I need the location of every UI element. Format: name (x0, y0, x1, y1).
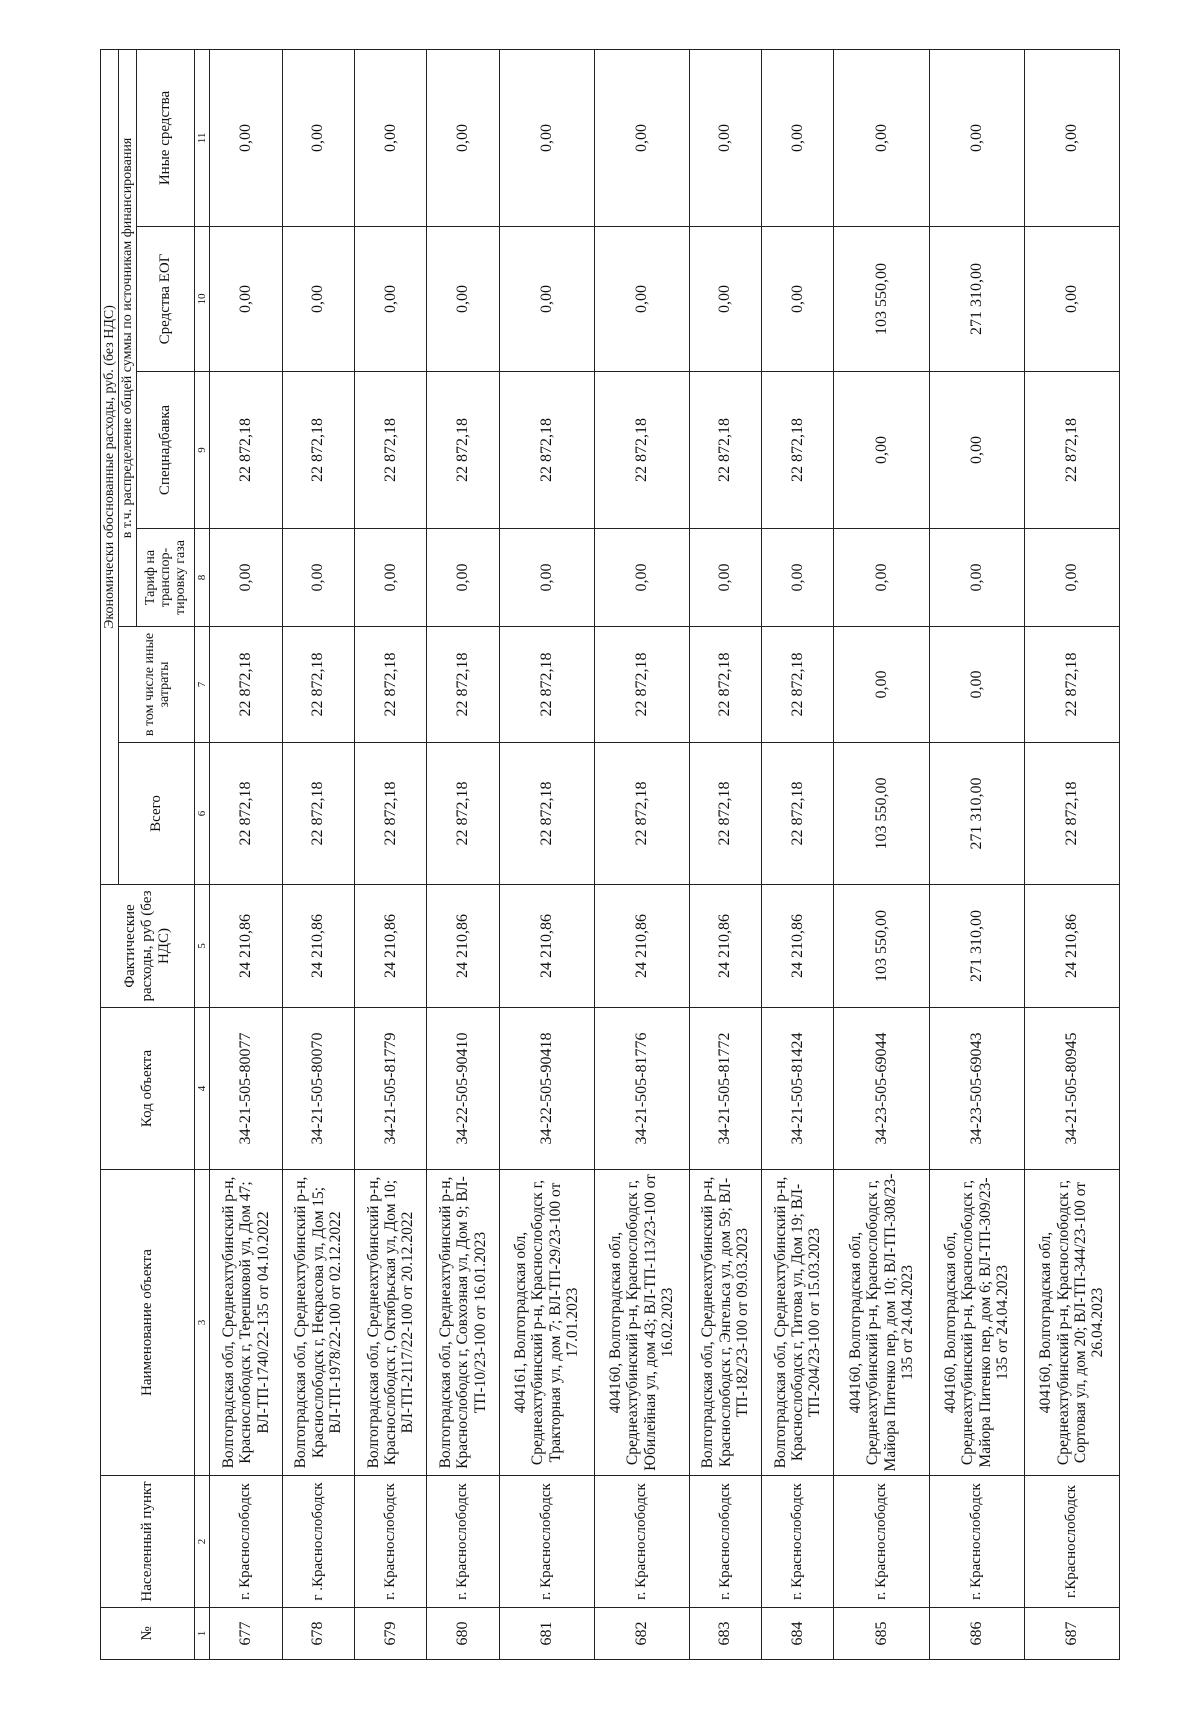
header-object-code: Код объекта (101, 1008, 195, 1170)
row-other-costs: 22 872,18 (354, 627, 426, 743)
row-object-code: 34-23-505-69043 (929, 1008, 1024, 1170)
row-actual-costs: 24 210,86 (427, 885, 499, 1008)
column-index-row (195, 49, 210, 1659)
row-object-name: Волгоградская обл, Среднеахтубинский р-н, Краснослободск г, Октябрьская ул, Дом 10; ВЛ-ТП-2117/22-100 от 20.12.2022 (354, 1170, 426, 1476)
cost-table-sheet (100, 50, 1120, 1660)
row-tariff: 0,00 (594, 529, 689, 627)
row-surcharge: 22 872,18 (594, 372, 689, 529)
column-index: 9 (195, 372, 210, 529)
row-actual-costs: 24 210,86 (210, 885, 282, 1008)
header-actual-costs: Фактические расходы, руб (без НДС) (101, 885, 195, 1008)
row-total: 22 872,18 (354, 743, 426, 885)
row-actual-costs: 24 210,86 (762, 885, 834, 1008)
row-eog: 0,00 (762, 227, 834, 372)
row-total: 22 872,18 (427, 743, 499, 885)
column-index: 2 (195, 1476, 210, 1608)
row-actual-costs: 24 210,86 (499, 885, 594, 1008)
table-row (282, 49, 354, 1659)
row-surcharge: 22 872,18 (210, 372, 282, 529)
row-tariff: 0,00 (834, 529, 929, 627)
table-row (427, 49, 499, 1659)
row-other-funds: 0,00 (689, 49, 761, 226)
header-other-costs: в том числе иные затраты (119, 627, 195, 743)
column-index: 10 (195, 227, 210, 372)
row-object-code: 34-21-505-80070 (282, 1008, 354, 1170)
header-distribution: в т.ч. распределение общей суммы по источникам финансирования (119, 49, 137, 626)
row-surcharge: 22 872,18 (762, 372, 834, 529)
row-number: 677 (210, 1608, 282, 1660)
row-object-name: 404160, Волгоградская обл, Среднеахтубинский р-н, Краснослободск г, Майора Питенко пер, дом 10; ВЛ-ТП-308/23-135 от 24.04.2023 (834, 1170, 929, 1476)
table-row (929, 49, 1024, 1659)
row-number: 686 (929, 1608, 1024, 1660)
row-number: 687 (1024, 1608, 1119, 1660)
row-object-name: 404160, Волгоградская обл, Среднеахтубинский р-н, Краснослободск г, Майора Питенко пер, дом 6; ВЛ-ТП-309/23-135 от 24.04.2023 (929, 1170, 1024, 1476)
row-tariff: 0,00 (689, 529, 761, 627)
table-row (594, 49, 689, 1659)
row-total: 22 872,18 (594, 743, 689, 885)
column-index: 5 (195, 885, 210, 1008)
column-index: 7 (195, 627, 210, 743)
column-index: 6 (195, 743, 210, 885)
row-tariff: 0,00 (427, 529, 499, 627)
header-object-name: Наименование объекта (101, 1170, 195, 1476)
row-eog: 0,00 (689, 227, 761, 372)
header-other-funds: Иные средства (137, 49, 195, 226)
row-eog: 271 310,00 (929, 227, 1024, 372)
row-object-code: 34-21-505-81424 (762, 1008, 834, 1170)
cost-table (100, 49, 1120, 1660)
row-settlement: г. Краснослободск (762, 1476, 834, 1608)
row-object-code: 34-21-505-81779 (354, 1008, 426, 1170)
table-row (762, 49, 834, 1659)
row-tariff: 0,00 (762, 529, 834, 627)
column-index: 11 (195, 49, 210, 226)
header-justified-costs: Экономически обоснованные расходы, руб. (без НДС) (101, 49, 119, 884)
row-total: 103 550,00 (834, 743, 929, 885)
row-eog: 0,00 (427, 227, 499, 372)
row-eog: 0,00 (282, 227, 354, 372)
row-settlement: г. Краснослободск (427, 1476, 499, 1608)
row-other-funds: 0,00 (499, 49, 594, 226)
row-object-name: Волгоградская обл, Среднеахтубинский р-н, Краснослободск г, Титова ул, Дом 19; ВЛ-ТП-204/23-100 от 15.03.2023 (762, 1170, 834, 1476)
row-other-funds: 0,00 (354, 49, 426, 226)
row-total: 22 872,18 (762, 743, 834, 885)
row-other-funds: 0,00 (594, 49, 689, 226)
row-actual-costs: 24 210,86 (354, 885, 426, 1008)
row-surcharge: 22 872,18 (1024, 372, 1119, 529)
row-surcharge: 22 872,18 (689, 372, 761, 529)
row-object-name: Волгоградская обл, Среднеахтубинский р-н, Краснослободск г, Некрасова ул, Дом 15; ВЛ-ТП-1978/22-100 от 02.12.2022 (282, 1170, 354, 1476)
row-eog: 0,00 (210, 227, 282, 372)
row-tariff: 0,00 (354, 529, 426, 627)
row-settlement: г. Краснослободск (210, 1476, 282, 1608)
row-tariff: 0,00 (929, 529, 1024, 627)
row-other-funds: 0,00 (1024, 49, 1119, 226)
row-other-costs: 0,00 (834, 627, 929, 743)
header-no: № (101, 1608, 195, 1660)
row-other-costs: 22 872,18 (210, 627, 282, 743)
row-total: 22 872,18 (282, 743, 354, 885)
row-other-funds: 0,00 (427, 49, 499, 226)
table-row (1024, 49, 1119, 1659)
row-settlement: г. Краснослободск (499, 1476, 594, 1608)
row-other-costs: 22 872,18 (689, 627, 761, 743)
table-row (499, 49, 594, 1659)
row-object-name: Волгоградская обл, Среднеахтубинский р-н, Краснослободск г, Совхозная ул, Дом 9; ВЛ-ТП-10/23-100 от 16.01.2023 (427, 1170, 499, 1476)
row-surcharge: 0,00 (834, 372, 929, 529)
row-total: 22 872,18 (210, 743, 282, 885)
row-settlement: г. Краснослободск (689, 1476, 761, 1608)
row-surcharge: 0,00 (929, 372, 1024, 529)
row-surcharge: 22 872,18 (282, 372, 354, 529)
row-object-name: 404161, Волгоградская обл, Среднеахтубинский р-н, Краснослободск г, Тракторная ул, дом 7; ВЛ-ТП-29/23-100 от 17.01.2023 (499, 1170, 594, 1476)
row-actual-costs: 24 210,86 (689, 885, 761, 1008)
row-other-funds: 0,00 (210, 49, 282, 226)
row-surcharge: 22 872,18 (354, 372, 426, 529)
row-actual-costs: 24 210,86 (594, 885, 689, 1008)
row-surcharge: 22 872,18 (499, 372, 594, 529)
table-row (210, 49, 282, 1659)
column-index: 8 (195, 529, 210, 627)
row-settlement: г .Краснослободск (282, 1476, 354, 1608)
row-object-name: Волгоградская обл, Среднеахтубинский р-н, Краснослободск г, Энгельса ул, дом 59; ВЛ-ТП-182/23-100 от 09.03.2023 (689, 1170, 761, 1476)
row-number: 678 (282, 1608, 354, 1660)
row-actual-costs: 271 310,00 (929, 885, 1024, 1008)
row-tariff: 0,00 (210, 529, 282, 627)
row-actual-costs: 24 210,86 (282, 885, 354, 1008)
row-eog: 103 550,00 (834, 227, 929, 372)
row-settlement: г. Краснослободск (354, 1476, 426, 1608)
row-number: 681 (499, 1608, 594, 1660)
row-object-code: 34-22-505-90410 (427, 1008, 499, 1170)
row-eog: 0,00 (354, 227, 426, 372)
row-other-costs: 22 872,18 (282, 627, 354, 743)
row-total: 22 872,18 (1024, 743, 1119, 885)
row-other-costs: 22 872,18 (499, 627, 594, 743)
header-surcharge: Спецнадбавка (137, 372, 195, 529)
row-other-costs: 22 872,18 (594, 627, 689, 743)
row-tariff: 0,00 (1024, 529, 1119, 627)
row-number: 684 (762, 1608, 834, 1660)
row-object-code: 34-21-505-81772 (689, 1008, 761, 1170)
row-tariff: 0,00 (499, 529, 594, 627)
header-total: Всего (119, 743, 195, 885)
row-other-funds: 0,00 (834, 49, 929, 226)
row-eog: 0,00 (594, 227, 689, 372)
row-other-costs: 0,00 (929, 627, 1024, 743)
header-eog: Средства ЕОГ (137, 227, 195, 372)
row-other-costs: 22 872,18 (427, 627, 499, 743)
row-object-code: 34-23-505-69044 (834, 1008, 929, 1170)
row-eog: 0,00 (1024, 227, 1119, 372)
row-settlement: г.Краснослободск (1024, 1476, 1119, 1608)
table-row (354, 49, 426, 1659)
row-settlement: г. Краснослободск (834, 1476, 929, 1608)
column-index: 4 (195, 1008, 210, 1170)
row-eog: 0,00 (499, 227, 594, 372)
row-object-name: Волгоградская обл, Среднеахтубинский р-н, Краснослободск г, Терешковой ул, Дом 47; ВЛ-ТП-1740/22-135 от 04.10.2022 (210, 1170, 282, 1476)
header-settlement: Населенный пункт (101, 1476, 195, 1608)
row-number: 685 (834, 1608, 929, 1660)
row-number: 680 (427, 1608, 499, 1660)
row-total: 22 872,18 (499, 743, 594, 885)
table-row (689, 49, 761, 1659)
row-other-funds: 0,00 (282, 49, 354, 226)
row-actual-costs: 24 210,86 (1024, 885, 1119, 1008)
row-tariff: 0,00 (282, 529, 354, 627)
row-settlement: г. Краснослободск (929, 1476, 1024, 1608)
row-total: 271 310,00 (929, 743, 1024, 885)
row-object-code: 34-22-505-90418 (499, 1008, 594, 1170)
row-other-funds: 0,00 (929, 49, 1024, 226)
row-total: 22 872,18 (689, 743, 761, 885)
table-row (834, 49, 929, 1659)
column-index: 3 (195, 1170, 210, 1476)
row-object-code: 34-21-505-81776 (594, 1008, 689, 1170)
row-object-name: 404160, Волгоградская обл, Среднеахтубинский р-н, Краснослободск г, Юбилейная ул, дом 43; ВЛ-ТП-113/23-100 от 16.02.2023 (594, 1170, 689, 1476)
row-number: 683 (689, 1608, 761, 1660)
row-surcharge: 22 872,18 (427, 372, 499, 529)
row-object-code: 34-21-505-80945 (1024, 1008, 1119, 1170)
row-number: 679 (354, 1608, 426, 1660)
row-object-code: 34-21-505-80077 (210, 1008, 282, 1170)
row-settlement: г. Краснослободск (594, 1476, 689, 1608)
header-tariff: Тариф на транспор-тировку газа (137, 529, 195, 627)
row-other-funds: 0,00 (762, 49, 834, 226)
column-index: 1 (195, 1608, 210, 1660)
row-actual-costs: 103 550,00 (834, 885, 929, 1008)
row-other-costs: 22 872,18 (762, 627, 834, 743)
row-object-name: 404160, Волгоградская обл, Среднеахтубинский р-н, Краснослободск г, Сортовая ул, дом 20; ВЛ-ТП-344/23-100 от 26.04.2023 (1024, 1170, 1119, 1476)
row-number: 682 (594, 1608, 689, 1660)
row-other-costs: 22 872,18 (1024, 627, 1119, 743)
